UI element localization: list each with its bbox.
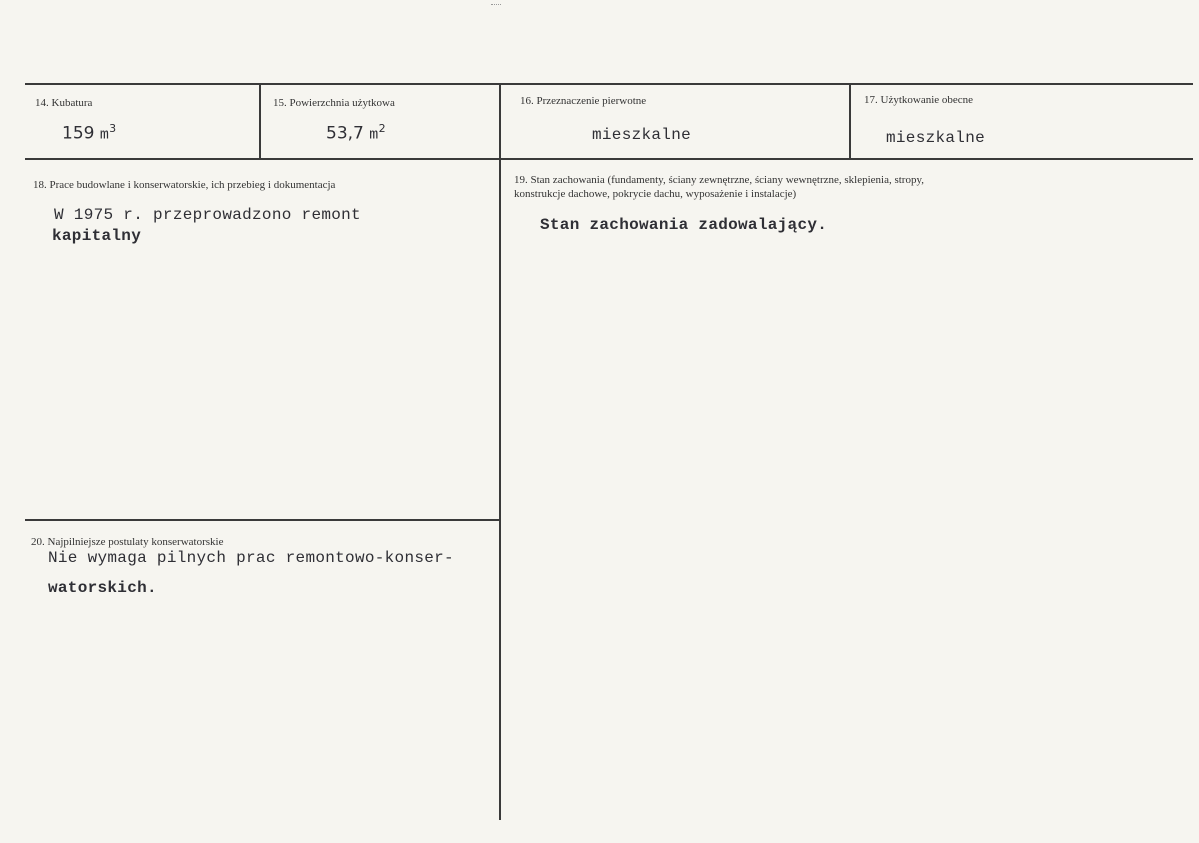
uzytkowanie-value: mieszkalne [886,129,986,147]
powierzchnia-unit: m [369,126,379,144]
kubatura-exp: 3 [109,122,117,135]
kubatura-unit: m [99,126,110,144]
kubatura-number: 159 [62,123,95,144]
kubatura-label: 14. Kubatura [35,97,93,109]
postulaty-line1: Nie wymaga pilnych prac remontowo-konser- [48,549,454,567]
stan-label-line1: 19. Stan zachowania (fundamenty, ściany zewnętrzne, ściany wewnętrzne, sklepienia, stropy, [514,174,925,186]
powierzchnia-number: 53,7 [326,123,364,144]
powierzchnia-exp: 2 [378,122,386,135]
divider-row1 [25,158,1193,160]
divider-col2 [499,85,501,820]
divider-row2 [25,519,499,521]
stan-label-line2: konstrukcje dachowe, pokrycie dachu, wyposażenie i instalacje) [514,188,797,200]
divider-col1 [259,85,261,159]
postulaty-line2: watorskich. [48,579,157,597]
powierzchnia-label: 15. Powierzchnia użytkowa [273,97,395,109]
prace-label: 18. Prace budowlane i konserwatorskie, ich przebieg i dokumentacja [33,179,336,191]
stan-value: Stan zachowania zadowalający. [540,216,828,234]
postulaty-label: 20. Najpilniejsze postulaty konserwatorskie [31,536,224,548]
prace-line2: kapitalny [52,227,142,245]
prace-line1: W 1975 r. przeprowadzono remont [54,206,361,224]
przeznaczenie-label: 16. Przeznaczenie pierwotne [520,95,647,107]
divider-top [25,83,1193,85]
przeznaczenie-value: mieszkalne [592,126,692,144]
divider-col3 [849,85,851,159]
top-mark [491,4,501,8]
uzytkowanie-label: 17. Użytkowanie obecne [864,94,974,106]
powierzchnia-value [326,122,386,147]
kubatura-value [62,122,116,147]
